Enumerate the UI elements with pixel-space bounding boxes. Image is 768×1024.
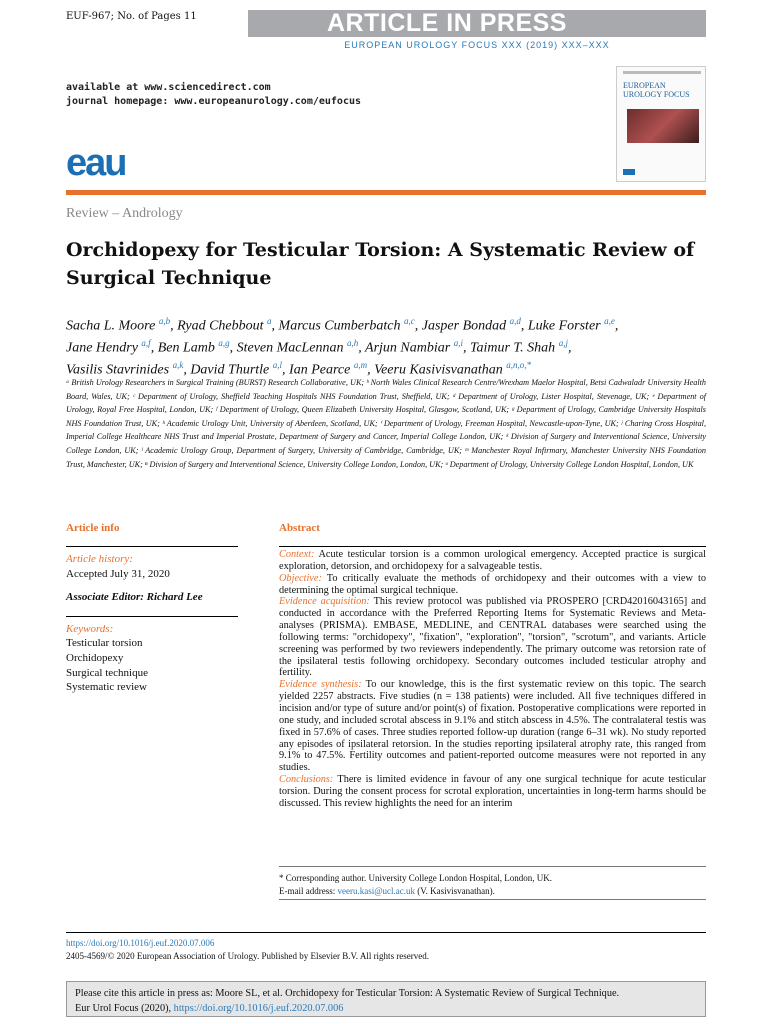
availability-block: [66, 81, 361, 109]
associate-editor: Associate Editor: Richard Lee: [66, 591, 203, 604]
citation-line2: [75, 1001, 705, 1016]
citation-journal: Eur Urol Focus (2020),: [75, 1003, 172, 1014]
cover-title-line2: UROLOGY FOCUS: [623, 90, 690, 99]
author-name: Jane Hendry: [66, 340, 142, 356]
footer: [66, 937, 429, 962]
author-separator: ,: [150, 340, 158, 356]
correspondence-rule: [279, 899, 706, 900]
author-affiliation-marker[interactable]: a,i: [453, 338, 463, 349]
author-affiliation-marker[interactable]: a,n,o,*: [506, 360, 532, 371]
cover-image: [627, 109, 699, 143]
orange-divider: [66, 190, 706, 195]
abstract-body: [279, 549, 706, 810]
objective-label: Objective:: [279, 572, 322, 584]
author-name: Ryad Chebbout: [177, 318, 268, 334]
author-affiliation-marker[interactable]: a,c: [404, 316, 415, 326]
author-name: Jasper Bondad: [421, 318, 510, 334]
author-name: Ian Pearce: [289, 362, 354, 378]
journal-line: EUROPEAN UROLOGY FOCUS XXX (2019) XXX–XXX: [344, 40, 610, 50]
author-affiliation-marker[interactable]: a,m: [353, 360, 368, 371]
author-separator: ,: [414, 318, 422, 334]
author-name: Arjun Nambiar: [365, 340, 454, 356]
author-affiliation-marker[interactable]: a,h: [347, 338, 359, 349]
copyright: 2405-4569/© 2020 European Association of Urology. Published by Elsevier B.V. All rights reserved.: [66, 950, 430, 961]
header-manuscript-id: EUF-967; No. of Pages 11: [66, 11, 197, 22]
abstract-heading: Abstract: [279, 522, 320, 534]
context-label: Context:: [279, 549, 315, 560]
keyword-item: Testicular torsion: [66, 637, 143, 650]
keyword-item: Orchidopexy: [66, 651, 124, 664]
author-name: David Thurtle: [190, 362, 273, 378]
author-name: Taimur T. Shah: [469, 340, 559, 356]
keywords-label: Keywords:: [66, 622, 114, 635]
evidence-acquisition-label: Evidence acquisition:: [279, 596, 370, 608]
article-info: [66, 552, 238, 695]
author-affiliation-marker[interactable]: a,l: [272, 360, 283, 371]
citation-doi-link[interactable]: https://doi.org/10.1016/j.euf.2020.07.006: [173, 1003, 344, 1014]
article-in-press-banner: ARTICLE IN PRESS: [248, 10, 706, 37]
email-link[interactable]: veeru.kasi@ucl.ac.uk: [337, 885, 415, 896]
conclusions-text: There is limited evidence in favour of any one surgical technique for acute testicular torsion. During the consent process for scrotal exploration, uncertainties in long-term harms should be discussed. This review highlights the need for an interim: [279, 774, 706, 809]
history-label: Article history:: [66, 553, 133, 565]
corresponding-author: * Corresponding author. University College London Hospital, London, UK.: [279, 873, 552, 883]
cover-eau-mark: [623, 169, 635, 175]
abstract-rule: [279, 546, 706, 547]
journal-homepage-link[interactable]: journal homepage: www.europeanurology.com/eufocus: [66, 96, 362, 107]
author-list: [66, 313, 716, 379]
author-separator: ,: [614, 318, 619, 334]
context-text: Acute testicular torsion is a common urological emergency. Accepted practice is surgical exploration, detorsion, and orchidopexy for a salvageable testis.: [279, 549, 706, 572]
correspondence: [279, 872, 706, 897]
conclusions-label: Conclusions:: [279, 774, 334, 786]
article-section: Review – Andrology: [66, 206, 183, 221]
evidence-synthesis-text: To our knowledge, this is the first systematic review on this topic. The search yielded 2257 abstracts. Five studies (n = 138 patients) were included. All five techniques differed in incision and/or type of suture and/or point(s) of fixation. Postoperative complications were reported in one study, and included scrotal abscess in 9.1% and stitch abscess in 4.5%. The contralateral testis was fixed in 57.6% of cases. Three studies reported follow-up duration (range 6–31 wk). No study reported any episodes of ipsilateral retorsion. In the studies reporting ipsilateral atrophy rate, this ranged from 9.1% to 47.5%. Fertility outcomes and patient-reported outcome measures were not reported in any studies.: [279, 679, 706, 774]
author-affiliation-marker[interactable]: a,k: [172, 360, 184, 371]
article-title: Orchidopexy for Testicular Torsion: A Systematic Review of Surgical Technique: [66, 239, 695, 289]
eau-logo-icon: [66, 146, 142, 184]
email-label: E-mail address:: [279, 885, 336, 896]
author-separator: ,: [271, 318, 279, 334]
author-name: Luke Forster: [527, 318, 605, 334]
evidence-synthesis-label: Evidence synthesis:: [279, 679, 362, 691]
cover-title-line1: EUROPEAN: [623, 81, 666, 90]
author-affiliation-marker[interactable]: a,b: [158, 316, 171, 326]
citation-line1: Please cite this article in press as: Moore SL, et al. Orchidopexy for Testicular Torsion: A Systematic Review of Surgical Technique.: [75, 988, 620, 999]
author-name: Veeru Kasivisvanathan: [374, 362, 507, 378]
author-affiliation-marker[interactable]: a,e: [604, 316, 615, 326]
journal-cover[interactable]: [616, 66, 706, 182]
author-separator: ,: [520, 318, 528, 334]
author-separator: ,: [229, 340, 237, 356]
author-name: Marcus Cumberbatch: [278, 318, 404, 334]
author-affiliation-marker[interactable]: a,g: [218, 338, 230, 349]
evidence-acquisition-text: This review protocol was published via PROSPERO [CRD42016043165] and conducted in accordance with the Preferred Reporting Items for Systematic Reviews and Meta-analyses (PRISMA). EMBASE, MEDLINE, and CENTRAL databases were searched using the following terms: "orchidopexy", "fixation", "exploration", "torsion", "scrotum", and variants. Article screening was performed by two reviewers independently. The primary outcome was retorsion rate of the ipsilateral testis following orchidopexy. Secondary outcomes included testicular atrophy and fertility.: [279, 596, 706, 679]
article-info-heading: Article info: [66, 522, 120, 534]
author-affiliation-marker[interactable]: a,d: [509, 316, 521, 326]
author-affiliation-marker[interactable]: a,j: [558, 338, 568, 349]
author-separator: ,: [282, 362, 290, 378]
author-separator: ,: [462, 340, 470, 356]
keyword-item: Surgical technique: [66, 666, 148, 679]
footer-rule: [66, 932, 706, 933]
author-affiliation-marker[interactable]: a,f: [141, 338, 151, 349]
author-affiliation-marker[interactable]: a: [267, 316, 272, 326]
cover-title: [623, 81, 690, 99]
accepted-date: Accepted July 31, 2020: [66, 567, 170, 580]
keyword-item: Systematic review: [66, 681, 147, 694]
sciencedirect-link[interactable]: available at www.sciencedirect.com: [66, 82, 271, 93]
article-info-rule: [66, 546, 238, 547]
author-separator: ,: [358, 340, 366, 356]
author-separator: ,: [170, 318, 178, 334]
author-name: Vasilis Stavrinides: [66, 362, 173, 378]
author-separator: ,: [183, 362, 191, 378]
eau-logo-text: eau: [66, 146, 126, 180]
keywords-rule: [66, 616, 238, 617]
citation-box: [66, 981, 706, 1017]
author-separator: ,: [367, 362, 375, 378]
author-name: Steven MacLennan: [236, 340, 348, 356]
author-name: Ben Lamb: [157, 340, 219, 356]
doi-link[interactable]: https://doi.org/10.1016/j.euf.2020.07.006: [66, 938, 215, 948]
author-separator: ,: [567, 340, 572, 356]
email-owner: (V. Kasivisvanathan).: [417, 885, 495, 896]
abstract-bottom-rule: [279, 866, 706, 867]
author-name: Sacha L. Moore: [66, 318, 159, 334]
email-line: [279, 885, 706, 898]
cover-topbar: [623, 71, 701, 74]
objective-text: To critically evaluate the methods of orchidopexy and their outcomes with a view to determining the optimal surgical technique.: [279, 572, 706, 596]
affiliations: ᵃ British Urology Researchers in Surgical Training (BURST) Research Collaborative, UK; ᵇ North Wales Clinical Research Centre/Wrexham Maelor Hospital, Betsi Cadwaladr University Health Board, Wales, UK; ᶜ Department of Urology, Sheffield Teaching Hospitals NHS Foundation Trust, Sheffield, UK; ᵈ Department of Urology, Lister Hospital, Stevenage, UK; ᵉ Department of Urology, Royal Free Hospital, London, UK; ᶠ Department of Urology, Queen Elizabeth University Hospital, Glasgow, Scotland, UK; ᵍ Department of Urology, Cambridge University Hospitals NHS Foundation Trust, UK; ʰ Academic Urology Unit, University of Aberdeen, Scotland, UK; ⁱ Department of Urology, Freeman Hospital, Newcastle-upon-Tyne, UK; ʲ Charing Cross Hospital, Imperial College Healthcare NHS Trust and Imperial Prostate, Department of Surgery and Cancer, Imperial College London, UK; ᵏ Division of Surgery and Interventional Science, University College London, UK; ˡ Academic Urology Group, Department of Surgery, University of Cambridge, Cambridge, UK; ᵐ Manchester Royal Infirmary, Manchester University NHS Foundation Trust, Manchester, UK; ⁿ Division of Surgery and Interventional Science, University College London, London, UK; ᵒ Department of Urology, University College London Hospital, London, UK: [66, 378, 706, 469]
